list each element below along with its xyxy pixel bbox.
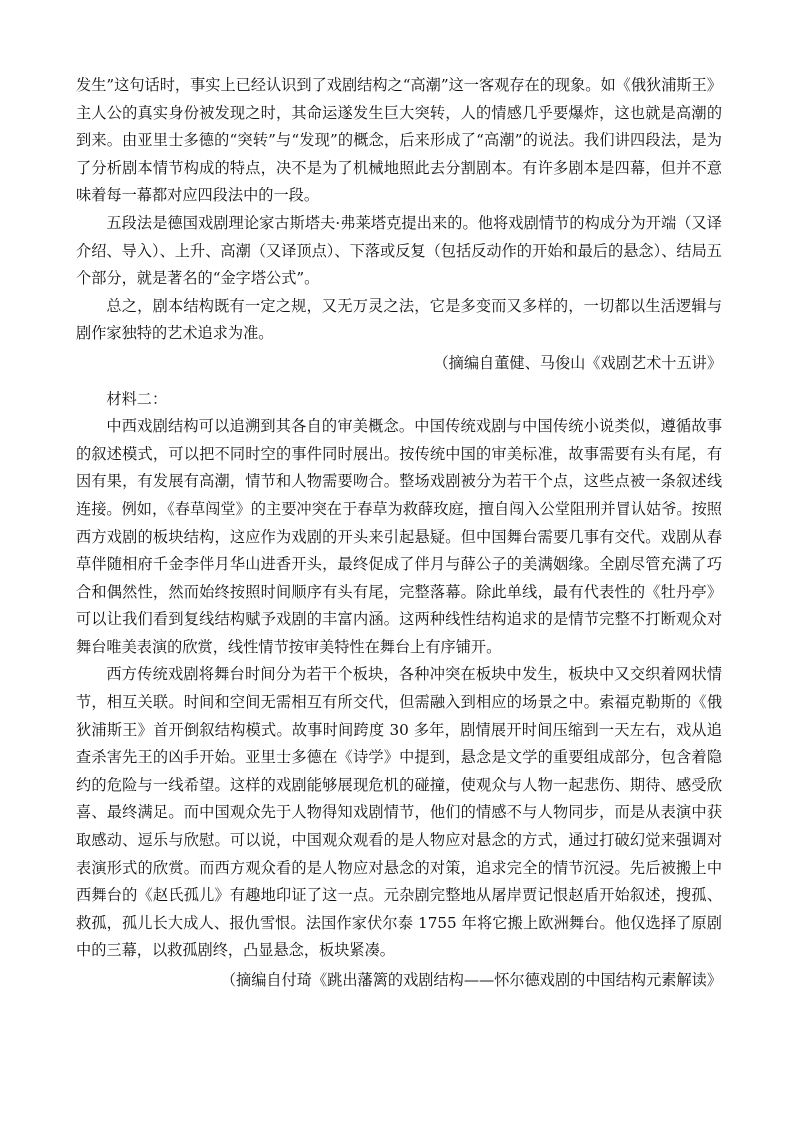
material2-paragraph-2: 西方传统戏剧将舞台时间分为若干个板块，各种冲突在板块中发生，板块中又交织着网状情节，相互关联。时间和空间无需相互有所交代，但需融入到相应的场景之中。索福克勒斯的《俄狄浦斯王》首开倒叙结构模式。故事时间跨度 30 多年，剧情展开时间压缩到一天左右，戏从追查杀害先王的凶手开始。亚里士多德在《诗学》中提到，悬念是文学的重要组成部分，包含着隐约的危险与一线希望。这样的戏剧能够展现危机的碰撞，使观众与人物一起悲伤、期待、感受欣喜、最终满足。而中国观众先于人物得知戏剧情节，他们的情感不与人物同步，而是从表演中获取感动、逗乐与欣慰。可以说，中国观众观看的是人物应对悬念的方式，通过打破幻觉来强调对表演形式的欣赏。而西方观众看的是人物应对悬念的对策，追求完全的情节沉浸。先后被搬上中西舞台的《赵氏孤儿》有趣地印证了这一点。元杂剧完整地从屠岸贾记恨赵盾开始叙述，搜孤、救孤，孤儿长大成人、报仇雪恨。法国作家伏尔泰 1755 年将它搬上欧洲舞台。他仅选择了原剧中的三幕，以救孤剧终，凸显悬念，板块紧凑。 bbox=[76, 665, 722, 960]
document-page bbox=[76, 72, 722, 999]
material2-source: （摘编自付琦《跳出藩篱的戏剧结构——怀尔德戏剧的中国结构元素解读》 bbox=[220, 971, 722, 989]
material2-label: 材料二： bbox=[106, 389, 168, 408]
material1-paragraph-2: 五段法是德国戏剧理论家古斯塔夫·弗莱塔克提出来的。他将戏剧情节的构成分为开端（又译介绍、导入）、上升、高潮（又译顶点）、下落或反复（包括反动作的开始和最后的悬念）、结局五个部分，就是著名的“金字塔公式”。 bbox=[76, 213, 722, 288]
material1-paragraph-1: 发生”这句话时，事实上已经认识到了戏剧结构之“高潮”这一客观存在的现象。如《俄狄浦斯王》主人公的真实身份被发现之时，其命运遂发生巨大突转，人的情感几乎要爆炸，这也就是高潮的到来。由亚里士多德的“突转”与“发现”的概念，后来形成了“高潮”的说法。我们讲四段法，是为了分析剧本情节构成的特点，决不是为了机械地照此去分割剧本。有许多剧本是四幕，但并不意味着每一幕都对应四段法中的一段。 bbox=[76, 76, 722, 205]
material2-paragraph-1: 中西戏剧结构可以追溯到其各自的审美概念。中国传统戏剧与中国传统小说类似，遵循故事的叙述模式，可以把不同时空的事件同时展出。按传统中国的审美标准，故事需要有头有尾，有因有果，有发展有高潮，情节和人物需要吻合。整场戏剧被分为若干个点，这些点被一条叙述线连接。例如，《春草闯堂》的主要冲突在于春草为救薛玫庭，擅自闯入公堂阻刑并冒认姑爷。按照西方戏剧的板块结构，这应作为戏剧的开头来引起悬疑。但中国舞台需要几事有交代。戏剧从春草伴随相府千金李伴月华山进香开头，最终促成了伴月与薛公子的美满姻缘。全剧尽管充满了巧合和偶然性，然而始终按照时间顺序有头有尾，完整落幕。除此单线，最有代表性的《牡丹亭》可以让我们看到复线结构赋予戏剧的丰富内涵。这两种线性结构追求的是情节完整不打断观众对舞台唯美表演的欣赏，线性情节按审美特性在舞台上有序铺开。 bbox=[76, 417, 722, 656]
material1-source: （摘编自董健、马俊山《戏剧艺术十五讲》 bbox=[433, 353, 722, 372]
material1-paragraph-3: 总之，剧本结构既有一定之规，又无万灵之法，它是多变而又多样的，一切都以生活逻辑与剧作家独特的艺术追求为准。 bbox=[76, 296, 722, 343]
